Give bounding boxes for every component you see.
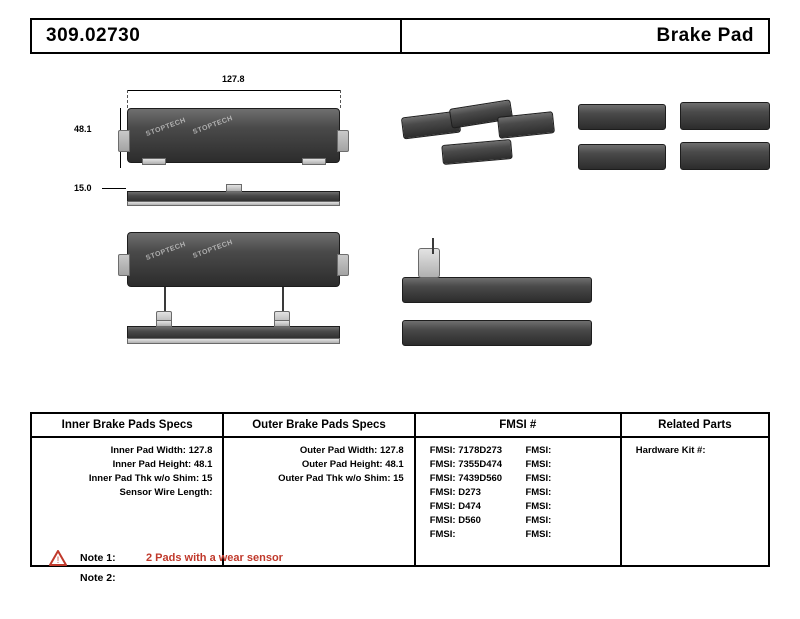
inner-spec-sensor-wire: Sensor Wire Length: — [119, 486, 213, 498]
fmsi-row — [422, 457, 614, 471]
outer-spec-width: Outer Pad Width: 127.8 — [299, 444, 404, 456]
technical-drawing — [30, 62, 770, 402]
table-header-row — [32, 414, 768, 437]
cell-related-parts — [621, 437, 768, 565]
photo-pad-small-4 — [441, 139, 512, 165]
note-2-label: Note 2: — [80, 572, 116, 584]
cell-fmsi — [415, 437, 621, 565]
svg-text:!: ! — [56, 555, 60, 565]
note-1-text: 2 Pads with a wear sensor — [146, 552, 283, 564]
fmsi-row — [422, 527, 614, 541]
fmsi-row — [422, 499, 614, 513]
dimension-width-ext-right — [340, 90, 341, 108]
pad-rear-edge-backing — [127, 338, 340, 344]
fmsi-left-value: FMSI: D560 — [429, 514, 481, 526]
pad-edge-tab-center — [226, 184, 242, 192]
photo-pad-large-2 — [402, 320, 592, 346]
header-related-parts: Related Parts — [621, 414, 768, 437]
dimension-thickness-line — [102, 188, 126, 189]
photo-pad-large-1 — [402, 277, 592, 303]
fmsi-right-value: FMSI: — [525, 458, 552, 470]
fmsi-right-value: FMSI: — [525, 472, 552, 484]
photo-pad-group-4 — [680, 142, 770, 170]
note-row-1 — [30, 548, 770, 568]
sheet-header — [30, 18, 770, 54]
fmsi-right-value: FMSI: — [525, 486, 552, 498]
dimension-width-line — [127, 90, 340, 91]
pad-notch-left — [142, 158, 166, 165]
outer-spec-height: Outer Pad Height: 48.1 — [301, 458, 404, 470]
fmsi-right-value: FMSI: — [525, 514, 552, 526]
pad-rear-edge-tab-right — [274, 320, 290, 327]
photo-pad-small-3 — [497, 111, 555, 139]
inner-spec-height: Inner Pad Height: 48.1 — [112, 458, 213, 470]
notes-section — [30, 548, 770, 588]
fmsi-right-value: FMSI: — [525, 500, 552, 512]
cell-outer-specs — [223, 437, 414, 565]
pad-front-view — [127, 108, 340, 163]
outer-spec-thickness: Outer Pad Thk w/o Shim: 15 — [278, 472, 404, 484]
dimension-height-label: 48.1 — [74, 124, 92, 134]
note-1-label: Note 1: — [80, 552, 116, 564]
product-type: Brake Pad — [656, 25, 754, 46]
header-outer-specs: Outer Brake Pads Specs — [223, 414, 414, 437]
fmsi-left-value: FMSI: 7439D560 — [429, 472, 503, 484]
photo-sensor-bracket — [418, 248, 440, 278]
fmsi-right-value: FMSI: — [525, 528, 552, 540]
fmsi-left-value: FMSI: — [429, 528, 456, 540]
cell-inner-specs — [32, 437, 223, 565]
inner-spec-thickness: Inner Pad Thk w/o Shim: 15 — [88, 472, 213, 484]
pad-notch-right — [302, 158, 326, 165]
dimension-width-ext-left — [127, 90, 128, 108]
part-number: 309.02730 — [46, 25, 141, 46]
pad-rear-ear-left — [118, 254, 130, 276]
fmsi-left-value: FMSI: 7355D474 — [429, 458, 503, 470]
header-inner-specs: Inner Brake Pads Specs — [32, 414, 223, 437]
photo-sensor-wire — [432, 238, 434, 254]
fmsi-row — [422, 443, 614, 457]
dimension-width-label: 127.8 — [222, 74, 245, 84]
warning-icon — [46, 550, 70, 566]
shim-brand-text-4: STOPTECH — [192, 239, 234, 260]
fmsi-left-value: FMSI: D474 — [429, 500, 481, 512]
photo-pad-group-2 — [680, 102, 770, 130]
pad-ear-right — [337, 130, 349, 152]
inner-spec-width: Inner Pad Width: 127.8 — [110, 444, 213, 456]
wear-sensor-wire-left — [164, 287, 166, 313]
dimension-thickness-label: 15.0 — [74, 183, 92, 193]
fmsi-left-value: FMSI: D273 — [429, 486, 481, 498]
fmsi-left-value: FMSI: 7178D273 — [429, 444, 503, 456]
related-part-hardware-kit: Hardware Kit #: — [635, 444, 706, 456]
photo-pad-group-3 — [578, 144, 666, 170]
fmsi-right-value: FMSI: — [525, 444, 552, 456]
header-left-cell — [32, 20, 400, 52]
fmsi-row — [422, 471, 614, 485]
header-right-cell — [400, 20, 768, 52]
specifications-table — [30, 412, 770, 567]
shim-brand-text-3: STOPTECH — [145, 241, 187, 262]
wear-sensor-wire-right — [282, 287, 284, 313]
shim-brand-text-2: STOPTECH — [192, 115, 234, 136]
header-fmsi: FMSI # — [415, 414, 621, 437]
pad-ear-left — [118, 130, 130, 152]
table-body-row — [32, 437, 768, 565]
photo-pad-group-1 — [578, 104, 666, 130]
pad-edge-backing — [127, 201, 340, 206]
pad-rear-view — [127, 232, 340, 287]
note-row-2 — [30, 568, 770, 588]
pad-rear-edge-tab-left — [156, 320, 172, 327]
shim-brand-text-1: STOPTECH — [145, 117, 187, 138]
fmsi-row — [422, 513, 614, 527]
fmsi-row — [422, 485, 614, 499]
pad-rear-ear-right — [337, 254, 349, 276]
